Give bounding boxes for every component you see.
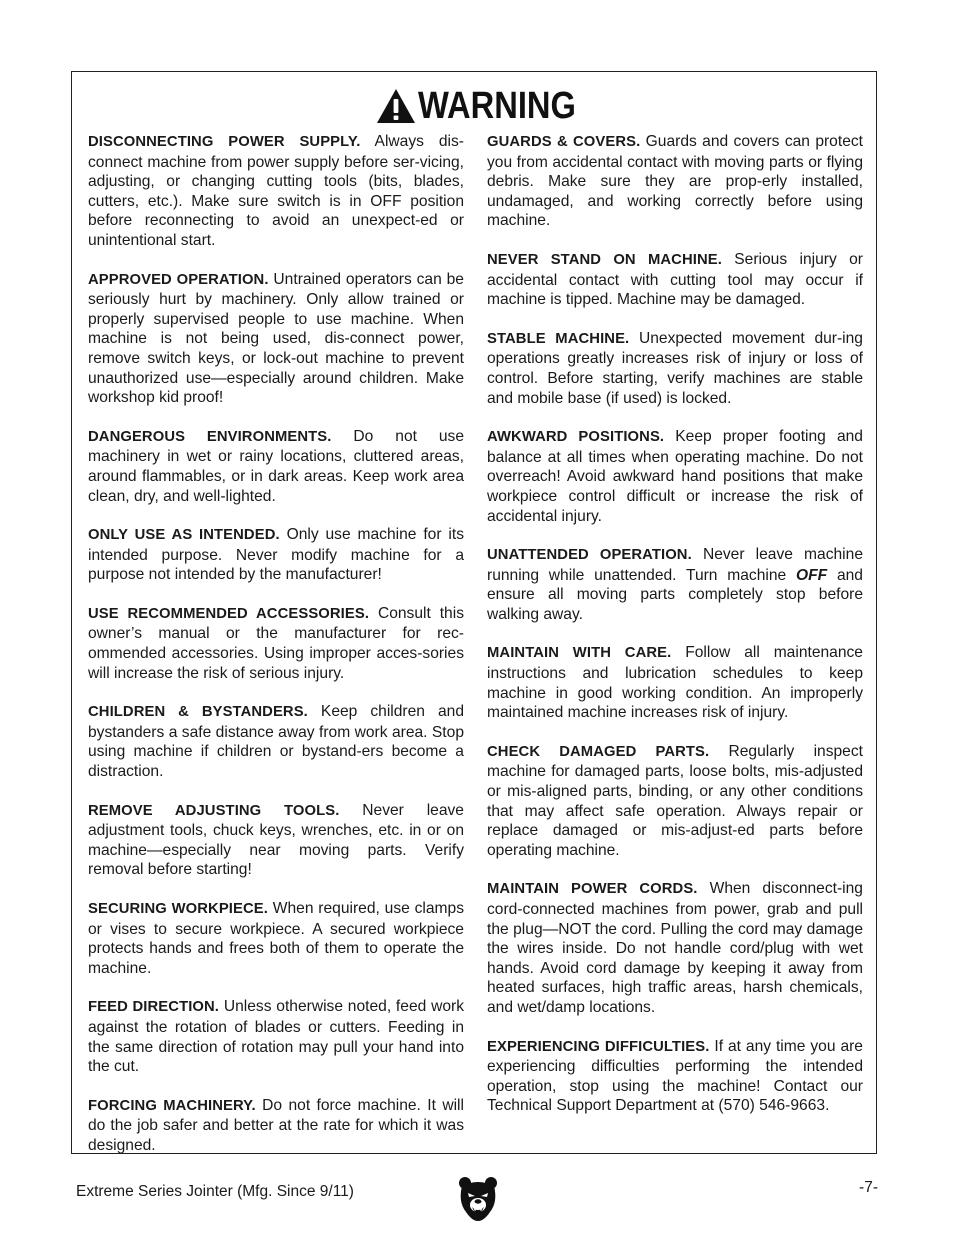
warning-item-heading: STABLE MACHINE. bbox=[487, 330, 630, 347]
warning-item-text: Keep proper footing and balance at all times when operating machine. Do not overreach! Avoid awkward hand positions that make workpiece control difficult or increase the risk of accidental injury. bbox=[487, 428, 863, 525]
warning-item-text: Consult this owner’s manual or the manufacturer for rec-ommended accessories. Using improper acces-sories will increase the risk of serious injury. bbox=[88, 604, 464, 682]
warning-item-text: Unexpected movement dur-ing operations greatly increases risk of injury or loss of control. Before starting, verify machines are stable and mobile base (if used) is locked. bbox=[487, 329, 863, 407]
warning-item-heading: MAINTAIN POWER CORDS. bbox=[487, 881, 698, 898]
warning-item bbox=[88, 525, 464, 585]
warning-item-heading: CHILDREN & BYSTANDERS. bbox=[88, 704, 308, 721]
warning-item bbox=[487, 1037, 863, 1116]
warning-item-text: Do not use machinery in wet or rainy locations, cluttered areas, around flammables, or in dark areas. Keep work area clean, dry, and well-lighted. bbox=[88, 427, 464, 505]
warning-title: WARNING bbox=[418, 85, 577, 127]
warning-item-heading: MAINTAIN WITH CARE. bbox=[487, 645, 672, 662]
warning-item-text: Never leave adjustment tools, chuck keys, wrenches, etc. in or on machine—especially near moving parts. Verify removal before starting! bbox=[88, 801, 464, 879]
warning-item bbox=[487, 643, 863, 722]
warning-box bbox=[71, 71, 877, 1154]
warning-item bbox=[88, 604, 464, 683]
warning-item bbox=[487, 427, 863, 526]
warning-item-text: Keep children and bystanders a safe distance away from work area. Stop using machine if children or bystand-ers become a distraction. bbox=[88, 703, 465, 781]
warning-item-heading: DANGEROUS ENVIRONMENTS. bbox=[88, 428, 332, 445]
warning-item bbox=[88, 899, 464, 978]
footer-manual-title: Extreme Series Jointer (Mfg. Since 9/11) bbox=[76, 1183, 354, 1200]
warning-item-text-after: and ensure all moving parts completely stop before walking away. bbox=[487, 566, 863, 623]
right-column bbox=[487, 132, 863, 1116]
warning-item bbox=[88, 801, 464, 880]
warning-item-heading: CHECK DAMAGED PARTS. bbox=[487, 743, 710, 760]
warning-item-text: Do not force machine. It will do the job safer and better at the rate for which it was designed. bbox=[88, 1096, 464, 1154]
warning-item bbox=[487, 545, 863, 624]
warning-item-heading: FORCING MACHINERY. bbox=[88, 1097, 256, 1114]
warning-item-heading: UNATTENDED OPERATION. bbox=[487, 547, 692, 564]
warning-item bbox=[88, 270, 464, 408]
warning-item bbox=[88, 132, 464, 251]
warning-item-heading: GUARDS & COVERS. bbox=[487, 134, 641, 150]
warning-item-text: Untrained operators can be seriously hurt by machinery. Only allow trained or properly supervised people to use machine. When machine is not being used, dis-connect power, remove switch keys, or lock-out machine to prevent unauthorized use—especially around children. Make workshop kid proof! bbox=[88, 270, 464, 407]
warning-item-heading: EXPERIENCING DIFFICULTIES. bbox=[487, 1038, 710, 1055]
warning-item-heading: AWKWARD POSITIONS. bbox=[487, 429, 665, 446]
warning-item bbox=[487, 329, 863, 408]
left-column bbox=[88, 132, 464, 1156]
warning-triangle-icon bbox=[376, 88, 416, 124]
warning-item-text: Follow all maintenance instructions and lubrication schedules to keep machine in good working condition. An improperly maintained machine increases risk of injury. bbox=[487, 644, 863, 722]
warning-item-text: If at any time you are experiencing difficulties performing the intended operation, stop using the machine! Contact our Technical Support Department at (570) 546-9663. bbox=[487, 1037, 863, 1115]
warning-item-text: Always dis-connect machine from power supply before ser-vicing, adjusting, or changing cutting tools (bits, blades, cutters, etc.). Make sure switch is in OFF position before reconnecting to avoid an unexpect-ed or unintentional start. bbox=[88, 133, 464, 249]
warning-item-emphasis: OFF bbox=[795, 566, 828, 584]
warning-item-text: Never leave machine running while unattended. Turn machine bbox=[487, 546, 863, 584]
warning-item-text: Serious injury or accidental contact with cutting tool may occur if machine is tipped. Machine may be damaged. bbox=[487, 250, 863, 309]
warning-item-heading: USE RECOMMENDED ACCESSORIES. bbox=[88, 605, 370, 622]
warning-item-text: Regularly inspect machine for damaged parts, loose bolts, mis-adjusted or mis-aligned parts, binding, or any other conditions that may affect safe operation. Always repair or replace damaged or mis-adjust-ed parts before operating machine. bbox=[487, 742, 863, 859]
warning-item-text: Only use machine for its intended purpose. Never modify machine for a purpose not intended by the manufacturer! bbox=[88, 526, 464, 584]
page-number: -7- bbox=[859, 1179, 878, 1196]
warning-item bbox=[88, 427, 464, 506]
bear-head-logo-icon bbox=[458, 1176, 498, 1222]
warning-item bbox=[487, 742, 863, 861]
warning-item-text: When required, use clamps or vises to secure workpiece. A secured workpiece protects hands and frees both of them to operate the machine. bbox=[88, 900, 464, 977]
warning-item-heading: DISCONNECTING POWER SUPPLY. bbox=[88, 134, 361, 150]
warning-item-text: When disconnect-ing cord-connected machines from power, grab and pull the plug—NOT the cord. Pulling the cord may damage the wires inside. Do not handle cord/plug with wet hands. Avoid cord damage by keeping it away from heated surfaces, high traffic areas, harsh chemicals, and wet/damp locations. bbox=[487, 880, 863, 1016]
warning-item-heading: FEED DIRECTION. bbox=[88, 999, 220, 1016]
warning-item bbox=[487, 250, 863, 310]
warning-item-text: Guards and covers can protect you from accidental contact with moving parts or flying debris. Make sure they are prop-erly installed, undamaged, and working correctly before using machine. bbox=[487, 133, 863, 230]
warning-item bbox=[487, 879, 863, 1017]
warning-header bbox=[72, 84, 876, 128]
warning-item bbox=[487, 132, 863, 231]
warning-item bbox=[88, 1096, 464, 1156]
warning-item-heading: APPROVED OPERATION. bbox=[88, 271, 269, 288]
warning-item-heading: ONLY USE AS INTENDED. bbox=[88, 527, 280, 544]
warning-item bbox=[88, 997, 464, 1076]
warning-item-heading: NEVER STAND ON MACHINE. bbox=[487, 251, 722, 268]
warning-item-heading: REMOVE ADJUSTING TOOLS. bbox=[88, 802, 340, 819]
warning-item-text: Unless otherwise noted, feed work against the rotation of blades or cutters. Feeding in the same direction of rotation may pull your hand into the cut. bbox=[88, 998, 464, 1076]
warning-item bbox=[88, 702, 464, 781]
warning-item-heading: SECURING WORKPIECE. bbox=[88, 901, 268, 917]
